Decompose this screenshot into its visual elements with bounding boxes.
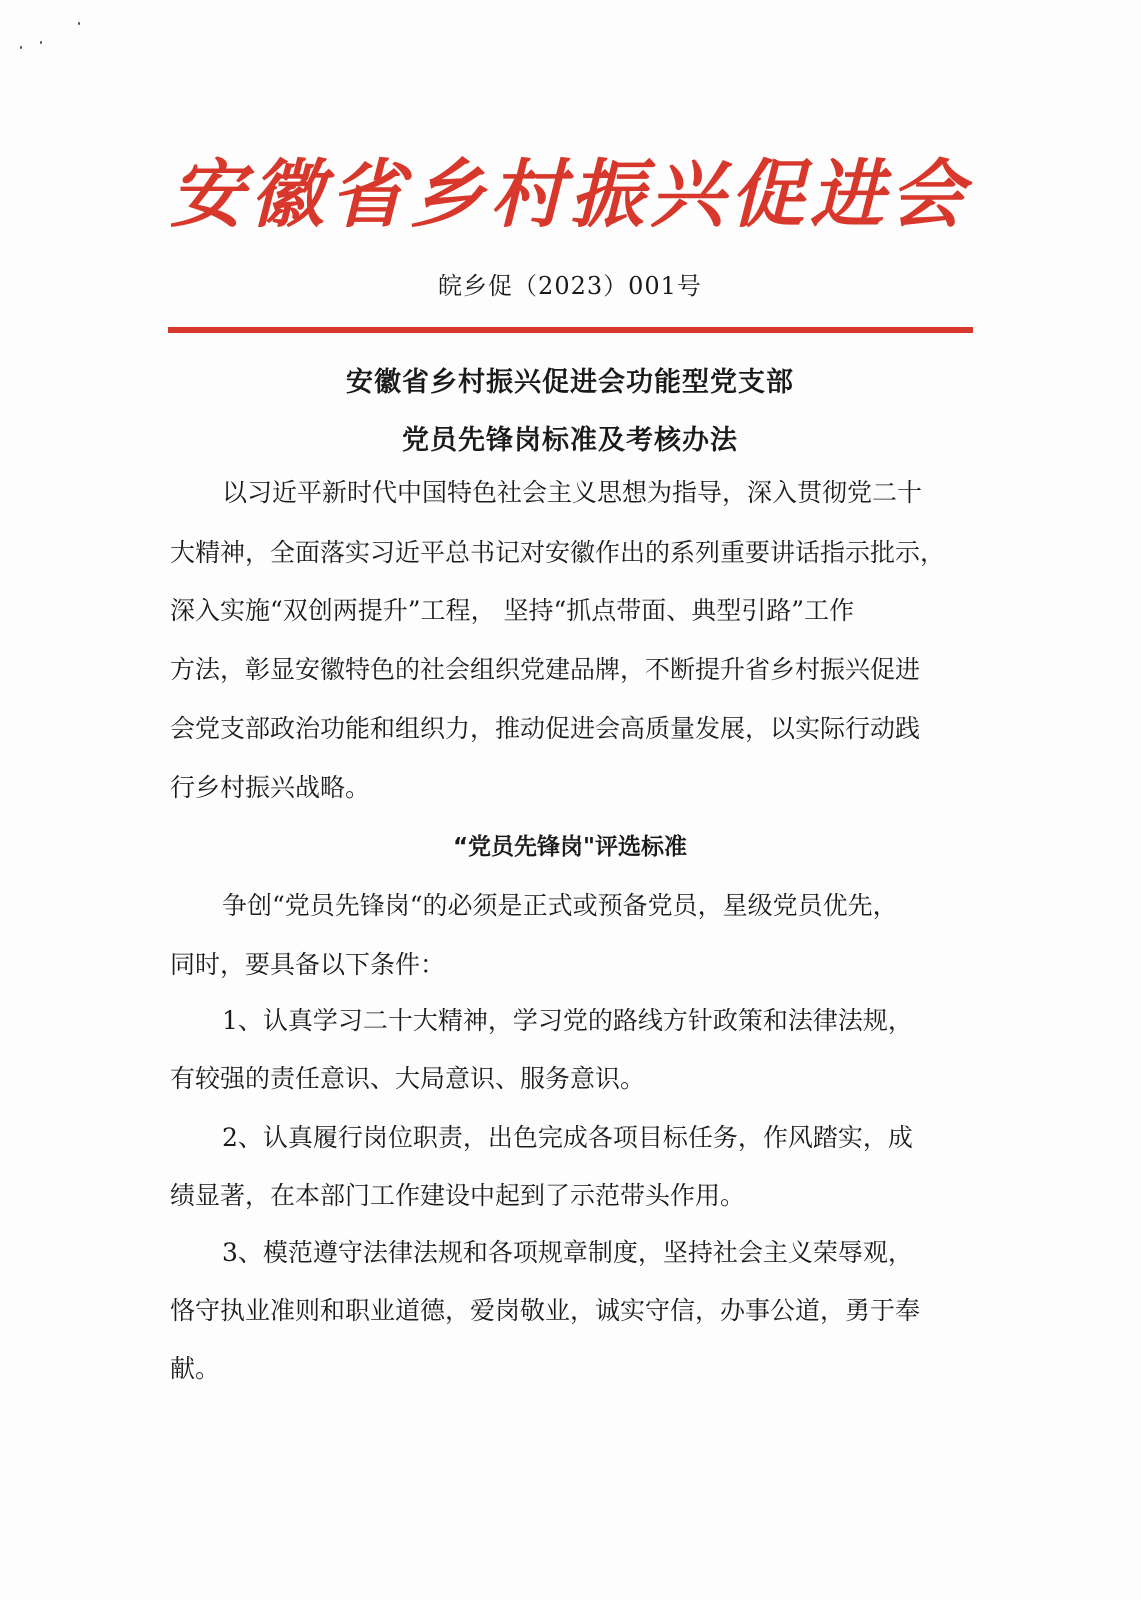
criteria-paragraph-line: 同时，要具备以下条件： [170,950,446,979]
criteria-paragraph-line: 2、认真履行岗位职责，出色完成各项目标任务，作风踏实，成 [222,1123,913,1152]
criteria-paragraph-line: 3、模范遵守法律法规和各项规章制度，坚持社会主义荣辱观， [222,1238,913,1267]
criteria-paragraph-line: 1、认真学习二十大精神，学习党的路线方针政策和法律法规， [222,1006,913,1035]
document-number: 皖乡促（2023）001号 [438,272,702,300]
document-title-line-2: 党员先锋岗标准及考核办法 [402,425,738,456]
scan-speck [78,22,80,25]
criteria-paragraph-line: 恪守执业准则和职业道德，爱岗敬业，诚实守信，办事公道，勇于奉 [170,1296,921,1325]
intro-paragraph-line: 以习近平新时代中国特色社会主义思想为指导，深入贯彻党二十 [222,478,923,507]
document-title-line-1: 安徽省乡村振兴促进会功能型党支部 [346,367,794,398]
scan-speck [40,41,42,44]
intro-paragraph-line: 方法，彰显安徽特色的社会组织党建品牌，不断提升省乡村振兴促进 [170,655,921,684]
intro-paragraph-line: 深入实施“双创两提升”工程， 坚持“抓点带面、典型引路”工作 [170,596,855,625]
letterhead-red-divider [168,327,973,333]
criteria-section-heading: “党员先锋岗"评选标准 [452,834,688,860]
criteria-paragraph-line: 献。 [170,1354,221,1383]
intro-paragraph-line: 大精神，全面落实习近平总书记对安徽作出的系列重要讲话指示批示， [170,538,946,567]
intro-paragraph-line: 会党支部政治功能和组织力，推动促进会高质量发展，以实际行动践 [170,714,921,743]
criteria-paragraph-line: 绩显著，在本部门工作建设中起到了示范带头作用。 [170,1181,746,1210]
intro-paragraph-line: 行乡村振兴战略。 [170,773,371,802]
scan-speck [20,46,22,49]
criteria-paragraph-line: 争创“党员先锋岗“的必须是正式或预备党员，星级党员优先， [222,891,898,920]
organization-letterhead-title: 安徽省乡村振兴促进会 [170,152,970,238]
criteria-paragraph-line: 有较强的责任意识、大局意识、服务意识。 [170,1064,646,1093]
